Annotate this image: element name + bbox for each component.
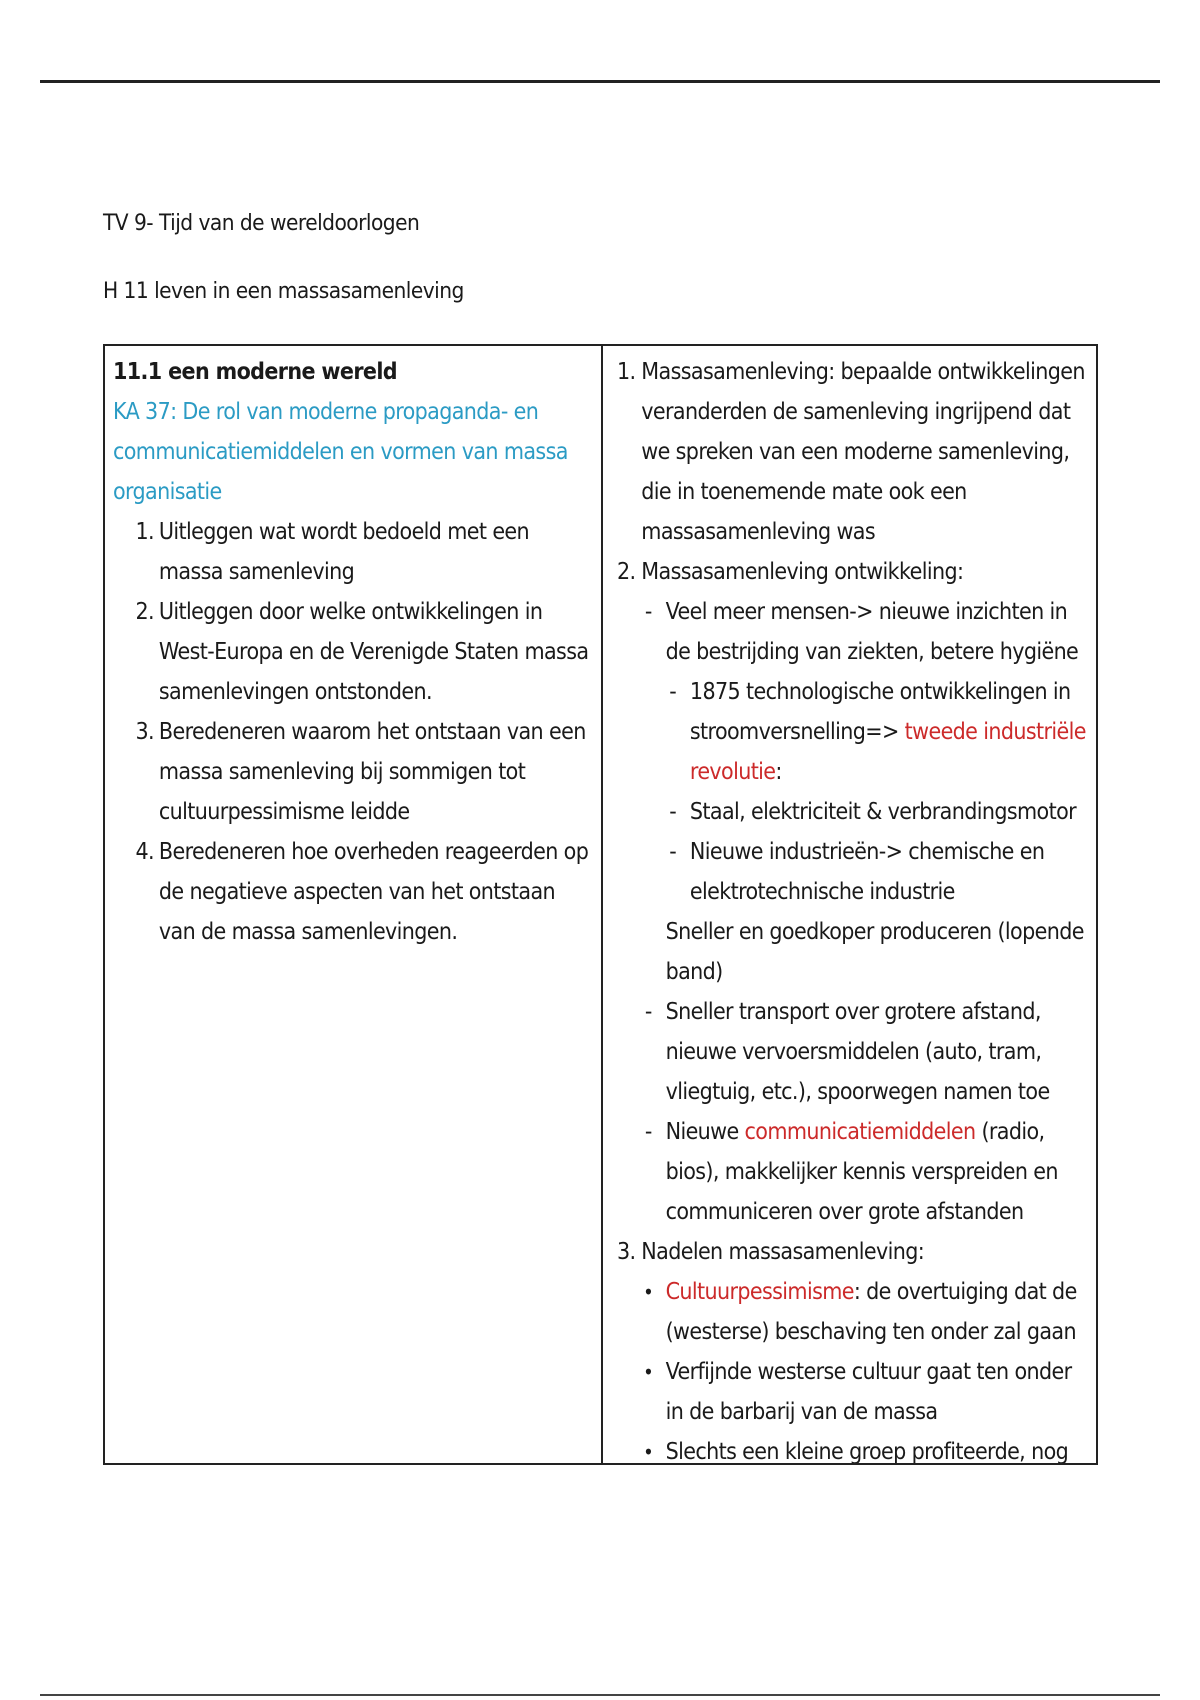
dash-item: - Veel meer mensen-> nieuwe inzichten in de bestrijding van ziekten, betere hygiëne - 1875 technologische ontwikkelingen in stroomversnelling=> tweede industriële revolutie: - Staal, elektriciteit & verbrandingsmotor - Nieuwe industrieën-> chemische en elektrotechnische industrie Sneller en goedkoper produceren (lopende band) (641, 592, 1087, 992)
list-item: 3. Beredeneren waarom het ontstaan van een massa samenleving bij sommigen tot cultuurpessimisme leidde (135, 719, 586, 825)
notes-list (617, 352, 1088, 1463)
plain-line: Sneller en goedkoper produceren (lopende band) (665, 919, 1084, 985)
highlight-term: communicatiemiddelen (744, 1119, 976, 1145)
top-rule (40, 80, 1160, 83)
list-item: 2. Uitleggen door welke ontwikkelingen in West-Europa en de Verenigde Staten massa samenlevingen ontstonden. (135, 599, 589, 705)
bottom-rule (40, 1694, 1160, 1696)
learning-goals-list (113, 512, 593, 952)
list-item: 4. Beredeneren hoe overheden reageerden op de negatieve aspecten van het ontstaan van de massa samenlevingen. (135, 839, 589, 945)
bullet-item: • Slechts een kleine groep profiteerde, nog (643, 1439, 1069, 1463)
note-item-1: 1. Massasamenleving: bepaalde ontwikkelingen veranderden de samenleving ingrijpend dat we spreken van een moderne samenleving, die in toenemende mate ook een massasamenleving was (617, 359, 1085, 545)
note-item-3: 3. Nadelen massasamenleving: • Cultuurpessimisme: de overtuiging dat de (westerse) beschaving ten onder zal gaan • Verfijnde westerse cultuur gaat ten onder in de barbarij van de massa • Slechts een kleine groep profiteerde, nog (617, 1232, 1088, 1463)
chapter-title: H 11 leven in een massasamenleving (103, 279, 464, 304)
list-item: 1. Uitleggen wat wordt bedoeld met een massa samenleving (135, 519, 530, 585)
note-item-2: 2. Massasamenleving ontwikkeling: - Veel meer mensen-> nieuwe inzichten in de bestrijding van ziekten, betere hygiëne - 1875 technologische ontwikkelingen in stroomversnelling=> tweede industriële revolutie: - Staal, elektriciteit & verbrandingsmotor - Nieuwe industrieën-> chemische en elektrotechnische industrie Sneller en goedkoper produceren (lopende band) - Sneller transport over grotere afstand, nieuwe vervoersmiddelen (auto, tram, vliegtuig, etc.), spoorwegen namen toe - Nieuwe communicatiemiddelen (radio, bios), makkelijker kennis verspreiden en communiceren over grote afstanden (617, 552, 1088, 1232)
ka-description: KA 37: De rol van moderne propaganda- en communicatiemiddelen en vormen van massa organisatie (113, 399, 568, 505)
sub-dash-item: - Nieuwe industrieën-> chemische en elektrotechnische industrie (669, 839, 1045, 905)
section-title: 11.1 een moderne wereld (113, 359, 397, 385)
bullet-item: • Cultuurpessimisme: de overtuiging dat de (westerse) beschaving ten onder zal gaan (643, 1279, 1077, 1345)
sub-dash-item: - Staal, elektriciteit & verbrandingsmotor (669, 799, 1076, 825)
sub-dash-item: - 1875 technologische ontwikkelingen in stroomversnelling=> tweede industriële revolutie: (669, 679, 1086, 785)
right-column (603, 346, 1096, 1463)
highlight-term: tweede industriële revolutie (689, 719, 1086, 785)
dash-item: - Sneller transport over grotere afstand, nieuwe vervoersmiddelen (auto, tram, vliegtuig, etc.), spoorwegen namen toe (644, 999, 1050, 1105)
bullet-item: • Verfijnde westerse cultuur gaat ten onder in de barbarij van de massa (643, 1359, 1072, 1425)
left-column (105, 346, 603, 1463)
document-title: TV 9- Tijd van de wereldoorlogen (103, 211, 420, 236)
highlight-term: Cultuurpessimisme (665, 1279, 854, 1305)
content-table (103, 344, 1098, 1465)
dash-item: - Nieuwe communicatiemiddelen (radio, bios), makkelijker kennis verspreiden en communiceren over grote afstanden (644, 1119, 1058, 1225)
